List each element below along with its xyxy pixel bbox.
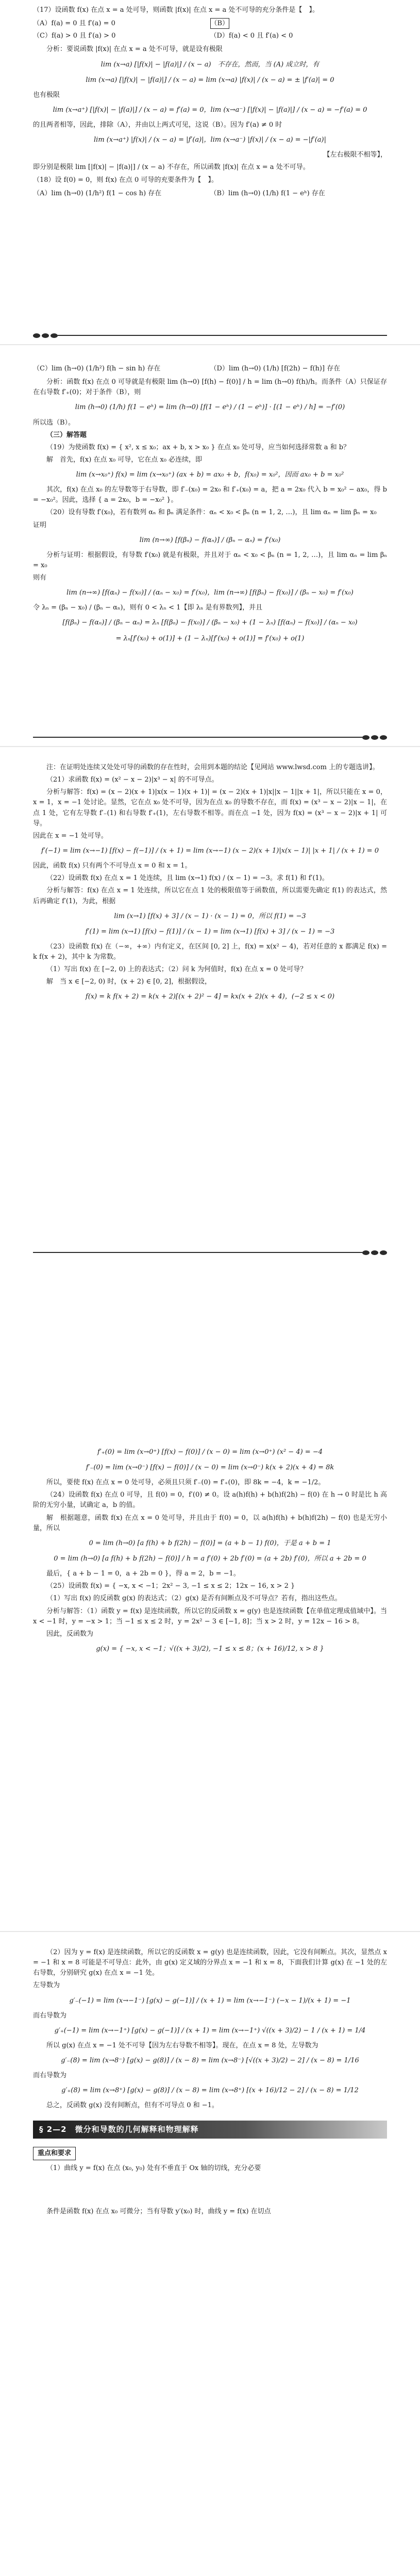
q17-option-c: （C）f(a) > 0 且 f′(a) > 0 bbox=[33, 32, 116, 40]
q18-options-cd bbox=[33, 363, 387, 375]
analysis: 分析：函数 f(x) 在点 0 可导就是有极限 lim (h→0) [f(h) − f(0)] / h = lim (h→0) f(h)/h。而条件（A）只保证存在右导数 f′₊(0)；对于条件（B），则 bbox=[33, 378, 387, 397]
equation-1: lim (h→0) (1/h) f(1 − eʰ) = lim (h→0) [f(1 − eʰ) / (1 − eʰ)] · [(1 − eʰ) / h] = −f′(0) bbox=[75, 403, 345, 412]
solution-3: 因此，函数 f(x) 只有两个不可导点 x = 0 和 x = 1。 bbox=[33, 862, 192, 870]
page-1 bbox=[0, 0, 420, 345]
equation-4: 0 = lim (h→0) [a f(h) + b f(2h) − f(0)] / h = a f′(0) + 2b f′(0) = (a + 2b) f′(0)，所以 a + 2b = 0 bbox=[54, 1554, 366, 1563]
q18-option-a: （A）lim (h→0) (1/h²) f(1 − cos h) 存在 bbox=[33, 189, 162, 197]
footer-rule bbox=[58, 335, 387, 336]
equation-1: f′₊(0) = lim (x→0⁺) [f(x) − f(0)] / (x − 0) = lim (x→0⁺) (x² − 4) = −4 bbox=[97, 1448, 323, 1456]
equation-1: g′₋(−1) = lim (x→−1⁻) [g(x) − g(−1)] / (x + 1) = lim (x→−1⁻) (−x − 1)/(x + 1) = −1 bbox=[69, 1996, 351, 2005]
footer-rule bbox=[33, 1252, 362, 1253]
prove-label: 证明 bbox=[33, 521, 47, 529]
item-2: 条件是函数 f(x) 在点 x₀ 可微分；当有导数 y′(x₀) 时，曲线 y = f(x) 在切点 bbox=[46, 2208, 271, 2216]
text-2: 而右导数为 bbox=[33, 2011, 67, 2020]
page-5 bbox=[0, 1932, 420, 2576]
item-1: （1）曲线 y = f(x) 在点 (x₀, y₀) 处有不垂直于 Ox 轴的切线，充分必要 bbox=[46, 2164, 261, 2172]
equation-6: = λₙ[f′(x₀) + o(1)] + (1 − λₙ)[f′(x₀) + o(1)] = f′(x₀) + o(1) bbox=[115, 634, 305, 642]
solution-2: 最后，{ a + b − 1 = 0，a + 2b = 0 }，得 a = 2，b = −1。 bbox=[46, 1570, 240, 1578]
solution-1: 解 首先，f(x) 在点 x₀ 可导，它在点 x₀ 必连续，即 bbox=[46, 455, 203, 464]
equation-4: f(x) = k f(x + 2) = k(x + 2)[(x + 2)² − 4] = kx(x + 2)(x + 4)，(−2 ≤ x < 0) bbox=[85, 993, 335, 1001]
blank-gap bbox=[0, 1262, 420, 1432]
q18-intro: （18）设 f(0) = 0，则 f(x) 在点 0 可导的充要条件为【 】。 bbox=[33, 176, 218, 184]
text-2: 的且两者相等，因此，排除（A），并由以上两式可见，这说（B）。因为 f′(a) ≠ 0 时 bbox=[33, 121, 282, 129]
footer-dots-icon bbox=[362, 735, 387, 740]
equation-2: lim (x→x₀⁺) f(x) = lim (x→x₀⁺) (ax + b) = ax₀ + b，f(x₀) = x₀²，因而 ax₀ + b = x₀² bbox=[76, 471, 344, 479]
page-3 bbox=[0, 747, 420, 1262]
equation-1: f′(−1) = lim (x→−1) [f(x) − f(−1)] / (x + 1) = lim (x→−1) (x − 2)(x + 1)|x(x − 1)| |x + 1| / (x + 1) = 0 bbox=[41, 846, 379, 855]
key-points-tag: 重点和要求 bbox=[33, 2147, 76, 2160]
equation-4: lim (n→∞) [f(αₙ) − f(x₀)] / (αₙ − x₀) = f′(x₀)，lim (n→∞) [f(βₙ) − f(x₀)] / (βₙ − x₀) = f′(x₀) bbox=[66, 589, 354, 597]
text-2: 则有 bbox=[33, 574, 47, 582]
answer-box: （B） bbox=[210, 18, 230, 29]
q17-option-a: （A）f(a) = 0 且 f′(a) = 0 bbox=[33, 20, 115, 28]
section-title: § 2—2 微分和导数的几何解释和物理解释 bbox=[33, 2121, 387, 2139]
equation-3: g′₋(8) = lim (x→8⁻) [g(x) − g(8)] / (x − 8) = lim (x→8⁻) [√((x + 3)/2) − 2] / (x − 8) = 1/16 bbox=[61, 2057, 359, 2065]
text-3: 令 λₙ = (βₙ − x₀) / (βₙ − αₙ)，则有 0 < λₙ < 1【即 λₙ 是有界数列】，并且 bbox=[33, 604, 263, 612]
footer-rule bbox=[33, 737, 362, 738]
text-3: 所以 g(x) 在点 x = −1 处不可导【因为左右导数不相等】。现在，在点 x = 8 处，左导数为 bbox=[46, 2041, 318, 2049]
equation-4: lim (x→a⁺) |f(x)| / (x − a) = |f′(a)|，lim (x→a⁻) |f(x)| / (x − a) = −|f′(a)| bbox=[94, 136, 326, 144]
q18-option-d: （D）lim (h→0) (1/h) [f(2h) − f(h)] 存在 bbox=[210, 365, 341, 372]
equation-5: [f(βₙ) − f(αₙ)] / (βₙ − αₙ) = λₙ [f(βₙ) − f(x₀)] / (βₙ − x₀) + (1 − λₙ) [f(αₙ) − f(x₀)] / (αₙ − x₀) bbox=[62, 619, 358, 627]
q23-parts: （1）写出 f(x) 在 [−2, 0) 上的表达式；（2）问 k 为何值时，f(x) 在点 x = 0 处可导？ bbox=[46, 965, 307, 974]
q18-option-b: （B）lim (h→0) (1/h) f(1 − eʰ) 存在 bbox=[210, 189, 325, 197]
q24: （24）设函数 f(x) 在点 0 可导，且 f(0) = 0，f′(0) ≠ 0。设 a(h)f(h) + b(h)f(2h) − f(0) 在 h → 0 时是比 h 高阶的无穷小量，试确定 a，b 的值。 bbox=[33, 1491, 387, 1510]
solution-4: 因此，反函数为 bbox=[46, 1630, 94, 1638]
q17-option-d: （D）f(a) < 0 且 f′(a) < 0 bbox=[210, 32, 293, 40]
solution-5: 解 当 x ∈ [−2, 0) 时，(x + 2) ∈ [0, 2]，根据假设， bbox=[46, 978, 212, 986]
footer-dots-icon bbox=[362, 1250, 387, 1255]
page-2 bbox=[0, 345, 420, 747]
equation-2: lim (x→a) [|f(x)| − |f(a)|] / (x − a) = lim (x→a) |f(x)| / (x − a) = ± |f′(a)| = 0 bbox=[86, 76, 334, 84]
footer-dots-icon bbox=[33, 333, 58, 338]
q25-parts: （1）写出 f(x) 的反函数 g(x) 的表达式；（2）g(x) 是否有间断点及不可导点？若有，指出这些点。 bbox=[46, 1595, 342, 1603]
q23: （23）设函数 f(x) 在（−∞，+∞）内有定义，在区间 [0, 2] 上，f(x) = x(x² − 4)，若对任意的 x 都满足 f(x) = k f(x + 2)，其中 k 为常数。 bbox=[33, 942, 387, 961]
equation-2: lim (x→1) [f(x) + 3] / (x − 1) · (x − 1) = 0，所以 f(1) = −3 bbox=[114, 912, 306, 920]
solution-1: 解 根据题意，函数 f(x) 在点 x = 0 处可导，并且由于 f(0) = 0，以 a(h)f(h) + b(h)f(2h) − f(0) 也是无穷小量，所以 bbox=[33, 1514, 387, 1532]
text-4: 而右导数为 bbox=[33, 2072, 67, 2080]
text-1: 所以选（B）。 bbox=[33, 418, 75, 427]
q22: （22）设函数 f(x) 在点 x = 1 处连续，且 lim (x→1) f(x) / (x − 1) = −3。求 f(1) 和 f′(1)。 bbox=[46, 874, 329, 883]
solution-2: 其次，f(x) 在点 x₀ 的左导数等于右导数，即 f′₋(x₀) = 2x₀ 和 f′₊(x₀) = a，把 a = 2x₀ 代入 b = x₀² − ax₀，得 b = −x₀²。因此，选择 { a = 2x₀，b = −x₀² }。 bbox=[33, 486, 387, 504]
q20: （20）设有导数 f′(x₀)，若有数列 αₙ 和 βₙ 满足条件：αₙ < x₀ < βₙ (n = 1, 2, …)，且 lim αₙ = lim βₙ = x₀ bbox=[46, 509, 377, 517]
solve-heading: （三）解答题 bbox=[46, 431, 87, 439]
q18-options bbox=[33, 188, 387, 200]
equation-2: g′₊(−1) = lim (x→−1⁺) [g(x) − g(−1)] / (x + 1) = lim (x→−1⁺) √((x + 3)/2) − 1 / (x + 1) = 1/4 bbox=[54, 2026, 366, 2035]
text-3: 【左右极限不相等】， bbox=[323, 151, 387, 159]
note: 注：在证明处连续又处处可导的函数的存在性时，会用到本题的结论【见网站 www.lwsd.com 上的专题选讲】。 bbox=[46, 764, 379, 771]
q17-options bbox=[33, 18, 387, 42]
analysis-1: 分析：要说函数 |f(x)| 在点 x = a 处不可导，就是设有极限 bbox=[46, 45, 223, 54]
solution-3: 分析与解答：（1）函数 y = f(x) 是连续函数，所以它的反函数 x = g(y) 也是连续函数【在单值定理成值域中】。当 x < −1 时，y = −x > 1；当 −1 ≤ x ≤ 2 时，y = 2x² − 3 ∈ [−1, 8]；当 x > 2 时，y = 12x − 16 > 8。 bbox=[33, 1607, 387, 1625]
equation-4: g′₊(8) = lim (x→8⁺) [g(x) − g(8)] / (x − 8) = lim (x→8⁺) [(x + 16)/12 − 2] / (x − 8) = 1/12 bbox=[61, 2087, 359, 2095]
text-1: 左导数为 bbox=[33, 1981, 60, 1990]
equation-3: lim (x→a⁺) [|f(x)| − |f(a)|] / (x − a) = f′(a) = 0，lim (x→a⁻) [|f(x)| − |f(a)|] / (x − a) = −f′(a) = 0 bbox=[53, 106, 367, 114]
q25: （25）设函数 f(x) = { −x, x < −1；2x² − 3, −1 ≤ x ≤ 2；12x − 16, x > 2 } bbox=[46, 1582, 295, 1590]
text-5: 总之，反函数 g(x) 没有间断点，但有不可导点 0 和 −1。 bbox=[46, 2102, 219, 2110]
text-4: 即分别是极限 lim [|f(x)| − |f(a)|] / (x − a) 不存在，所以函数 |f(x)| 在点 x = a 处不可导。 bbox=[33, 163, 310, 172]
equation-3: 0 = lim (h→0) [a f(h) + b f(2h) − f(0)] = (a + b − 1) f(0)，于是 a + b = 1 bbox=[89, 1539, 331, 1547]
solution-3: 分析与证明：根据假设，有导数 f′(x₀) 就是有极限，并且对于 αₙ < x₀ < βₙ (n = 1, 2, …)，且 lim αₙ = lim βₙ = x₀ bbox=[33, 551, 387, 569]
text-1: 所以，要使 f(x) 在点 x = 0 处可导，必须且只须 f′₋(0) = f′₊(0)，即 8k = −4，k = −1/2。 bbox=[46, 1479, 325, 1487]
solution-1: 分析与解答：f(x) = (x − 2)(x + 1)|x(x − 1)(x + 1)| = (x − 2)(x + 1)|x||x − 1||x + 1|，所以只能在 x = 0，x = 1，x = −1 处讨论。显然，它在点 x₀ 处不可导，因为在点 x₀ 的导数不存在，而 f(x) = (x³ − x − 2)|x − 1|，在点 1 处，它有左导数 f′₋(1) 和右导数 f′₊(1)，左右导数不相等。而在点 −1 处，因为 f(x) = (x³ − x − 2)|x + 1| 可导。 bbox=[33, 788, 387, 827]
page-4 bbox=[0, 1432, 420, 1932]
equation-5: g(x) = { −x, x < −1；√((x + 3)/2), −1 ≤ x ≤ 8；(x + 16)/12, x > 8 } bbox=[96, 1645, 324, 1653]
text-1: 也有极限 bbox=[33, 91, 60, 99]
equation-2: f′₋(0) = lim (x→0⁻) [f(x) − f(0)] / (x − 0) = lim (x→0⁻) k(x + 2)(x + 4) = 8k bbox=[86, 1464, 334, 1472]
solution-1: （2）因为 y = f(x) 是连续函数，所以它的反函数 x = g(y) 也是连续函数，因此，它没有间断点。其次，显然点 x = −1 和 x = 8 可能是不可导点：此外，由 g(x) 定义域的分界点 x = −1 和 x = 8，下面我们计算 g(x) 在 −1 处的左右导数，分别研究 g(x) 在点 x = −1 处。 bbox=[33, 1948, 387, 1977]
solution-4: 分析与解答：f(x) 在点 x = 1 处连续，所以它在点 1 处的极限值等于函数值，所以需要先确定 f(1) 的表达式，然后再确定 f′(1)，为此，根据 bbox=[33, 887, 387, 905]
q18-option-c: （C）lim (h→0) (1/h²) f(h − sin h) 存在 bbox=[33, 365, 161, 372]
solution-2: 因此在 x = −1 处可导。 bbox=[33, 832, 108, 840]
q19: （19）为使函数 f(x) = { x², x ≤ x₀；ax + b, x > x₀ } 在点 x₀ 处可导，应当如何选择常数 a 和 b？ bbox=[46, 443, 350, 451]
q21: （21）求函数 f(x) = (x² − x − 2)|x³ − x| 的不可导点。 bbox=[46, 776, 219, 784]
equation-3: f′(1) = lim (x→1) [f(x) − f(1)] / (x − 1) = lim (x→1) [f(x) + 3] / (x − 1) = −3 bbox=[85, 927, 335, 936]
equation-3: lim (n→∞) [f(βₙ) − f(αₙ)] / (βₙ − αₙ) = f′(x₀) bbox=[139, 536, 281, 544]
equation-1: lim (x→a) [|f(x)| − |f(a)|] / (x − a) 不存在，然而，当 (A) 成立时，有 bbox=[100, 60, 320, 69]
q17-option-b bbox=[210, 18, 388, 30]
q17-intro: （17）设函数 f(x) 在点 x = a 处可导，则函数 |f(x)| 在点 x = a 处不可导的充分条件是【 】。 bbox=[33, 6, 319, 14]
